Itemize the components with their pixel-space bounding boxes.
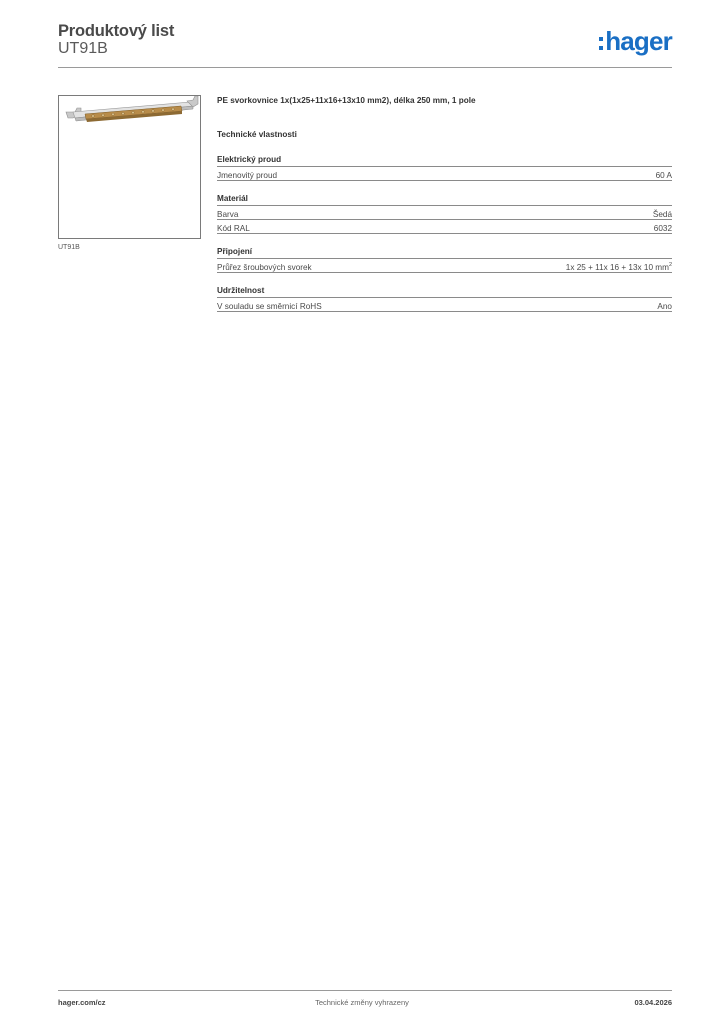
- section-title: Materiál: [217, 194, 672, 206]
- logo-text: hager: [605, 26, 672, 56]
- spec-value: Ano: [657, 302, 672, 311]
- spec-value: Šedá: [652, 210, 672, 219]
- spec-value: 60 A: [655, 171, 672, 180]
- footer-website-link[interactable]: hager.com/cz: [58, 998, 106, 1007]
- document-header: [58, 20, 672, 68]
- spec-row: [217, 220, 672, 234]
- product-image: [58, 95, 201, 239]
- section-material: [217, 194, 672, 234]
- spec-value: [566, 263, 672, 272]
- product-description: PE svorkovnice 1x(1x25+11x16+13x10 mm2), délka 250 mm, 1 pole: [217, 96, 476, 105]
- image-caption: UT91B: [58, 244, 80, 251]
- header-divider: [58, 67, 672, 68]
- section-connection: [217, 247, 672, 273]
- footer-divider: [58, 990, 672, 991]
- spec-label: Kód RAL: [217, 224, 250, 233]
- spec-row: [217, 259, 672, 273]
- section-title: Udržitelnost: [217, 286, 672, 298]
- spec-label: Jmenovitý proud: [217, 171, 278, 180]
- spec-row: [217, 167, 672, 181]
- specification-content: [217, 96, 672, 312]
- terminal-bar-icon: [59, 96, 200, 238]
- spec-value-text: 1x 25 + 11x 16 + 13x 10 mm: [565, 263, 669, 272]
- unit-superscript: 2: [668, 262, 672, 268]
- section-title: Elektrický proud: [217, 155, 672, 167]
- section-electric-current: [217, 155, 672, 181]
- section-sustainability: [217, 286, 672, 312]
- spec-label: Barva: [217, 210, 239, 219]
- technical-properties-heading: Technické vlastnosti: [217, 130, 297, 139]
- spec-label: V souladu se směrnicí RoHS: [217, 302, 322, 311]
- product-code: UT91B: [58, 40, 108, 57]
- footer-date: 03.04.2026: [634, 998, 672, 1007]
- document-title: Produktový list: [58, 22, 175, 40]
- logo-dots-icon: [599, 37, 603, 50]
- spec-row: [217, 206, 672, 220]
- footer-notice: Technické změny vyhrazeny: [315, 998, 409, 1007]
- hager-logo[interactable]: [599, 26, 672, 56]
- spec-row: [217, 298, 672, 312]
- section-title: Připojení: [217, 247, 672, 259]
- spec-value: 6032: [653, 224, 672, 233]
- spec-label: Průřez šroubových svorek: [217, 263, 312, 272]
